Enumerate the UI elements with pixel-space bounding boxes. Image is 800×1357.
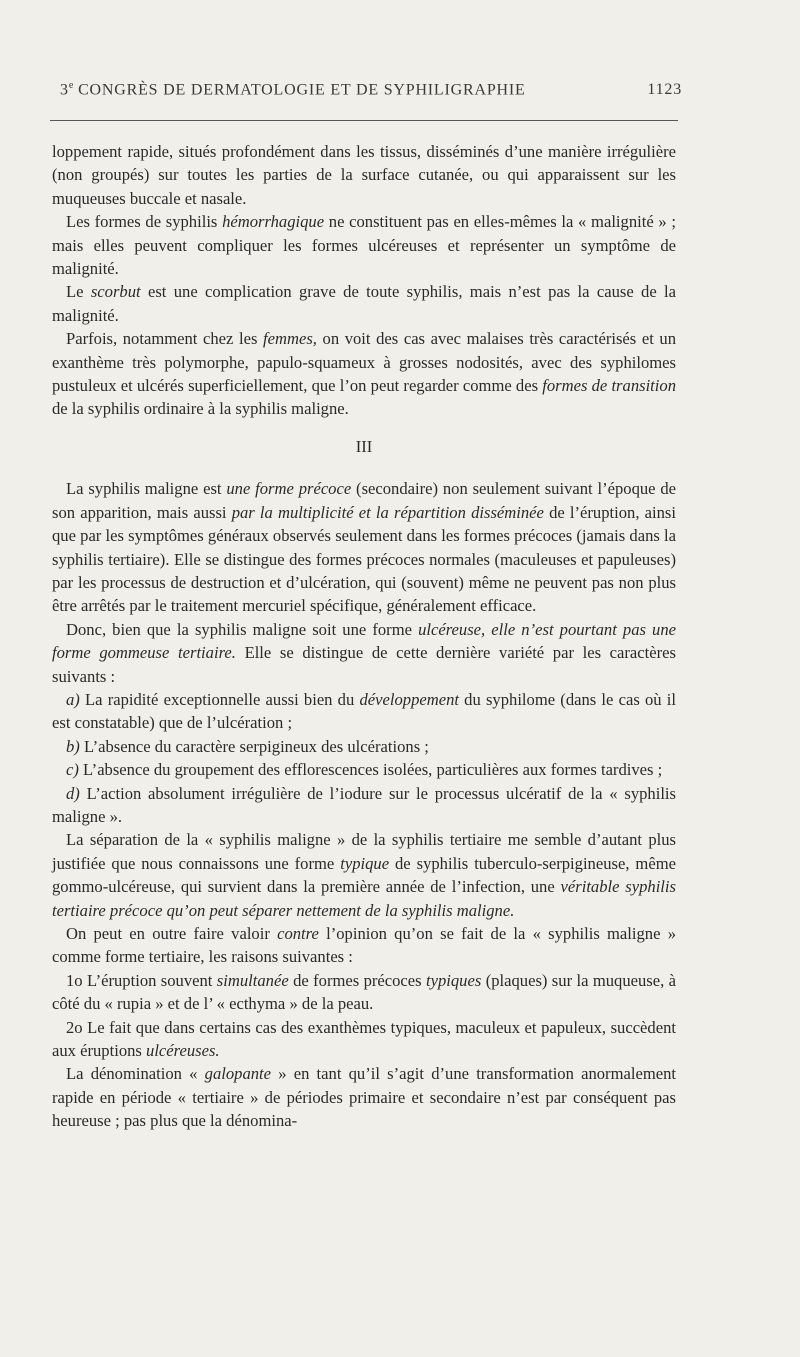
- paragraph: Les formes de syphilis hémorrhagique ne constituent pas en elles-mêmes la « malignité » ; mais elles peuvent compliquer les formes ulcéreuses et représenter un symptôme de malignité.: [52, 212, 676, 279]
- numbered-item: 1o L’éruption souvent simultanée de formes précoces typiques (plaques) sur la muqueuse, à côté du « rupia » et de l’ « ecthyma » de la peau.: [52, 970, 676, 1014]
- header-title: 3e CONGRÈS DE DERMATOLOGIE ET DE SYPHILIGRAPHIE: [60, 80, 526, 99]
- running-header: [60, 80, 682, 106]
- numbered-item: 2o Le fait que dans certains cas des exanthèmes typiques, maculeux et papuleux, succèdent aux éruptions ulcéreuses.: [52, 1017, 676, 1061]
- list-item: c) L’absence du groupement des efflorescences isolées, particulières aux formes tardives ;: [66, 760, 663, 780]
- list-item: d) L’action absolument irrégulière de l’iodure sur le processus ulcératif de la « syphilis maligne ».: [52, 783, 676, 826]
- paragraph: On peut en outre faire valoir contre l’opinion qu’on se fait de la « syphilis maligne » comme forme tertiaire, les raisons suivantes :: [52, 924, 676, 967]
- paragraph: La syphilis maligne est une forme précoce (secondaire) non seulement suivant l’époque de son apparition, mais aussi par la multiplicité et la répartition disséminée de l’éruption, ainsi que par les symptômes généraux observés seulement dans les formes précoces (jamais dans la syphilis tertiaire). Elle se distingue des formes précoces normales (maculeuses et papuleuses) par les processus de destruction et d’ulcération, qui (souvent) même ne peuvent pas non plus être arrêtés par le traitement mercuriel spécifique, généralement efficace.: [52, 479, 677, 616]
- list-item: b) L’absence du caractère serpigineux des ulcérations ;: [66, 736, 429, 756]
- paragraph: Parfois, notamment chez les femmes, on voit des cas avec malaises très caractérisés et un exanthème très polymorphe, papulo-squameux à grosses nodosités, avec des syphilomes pustuleux et ulcérés superficiellement, que l’on peut regarder comme des formes de transition de la syphilis ordinaire à la syphilis maligne.: [52, 329, 677, 419]
- paragraph: Le scorbut est une complication grave de toute syphilis, mais n’est pas la cause de la malignité.: [52, 282, 676, 325]
- paragraph: loppement rapide, situés profondément dans les tissus, disséminés d’une manière irrégulière (non groupés) sur toutes les parties de la surface cutanée, ou qui apparaissent sur les muqueuses buccale et nasale.: [52, 142, 676, 208]
- list-item: a) La rapidité exceptionnelle aussi bien du développement du syphilome (dans le cas où il est constatable) que de l’ulcération ;: [52, 689, 676, 733]
- page-number: 1123: [647, 81, 682, 99]
- paragraph: Donc, bien que la syphilis maligne soit une forme ulcéreuse, elle n’est pourtant pas une forme gommeuse tertiaire. Elle se distingue de cette dernière variété par les caractères suivants :: [52, 619, 677, 686]
- paragraph: La dénomination « galopante » en tant qu’il s’agit d’une transformation anormalement rapide en période « tertiaire » de périodes primaire et secondaire n’est par conséquent pas heureuse ; pas plus que la dénomina-: [52, 1064, 676, 1131]
- header-rule: [50, 120, 678, 121]
- paragraph: La séparation de la « syphilis maligne » de la syphilis tertiaire me semble d’autant plus justifiée que nous connaissons une forme typique de syphilis tuberculo-serpigineuse, même gommo-ulcéreuse, qui survient dans la première année de l’infection, une véritable syphilis tertiaire précoce qu’on peut séparer nettement de la syphilis maligne.: [52, 830, 676, 920]
- section-heading: III: [355, 436, 373, 456]
- body-text: [52, 140, 676, 1133]
